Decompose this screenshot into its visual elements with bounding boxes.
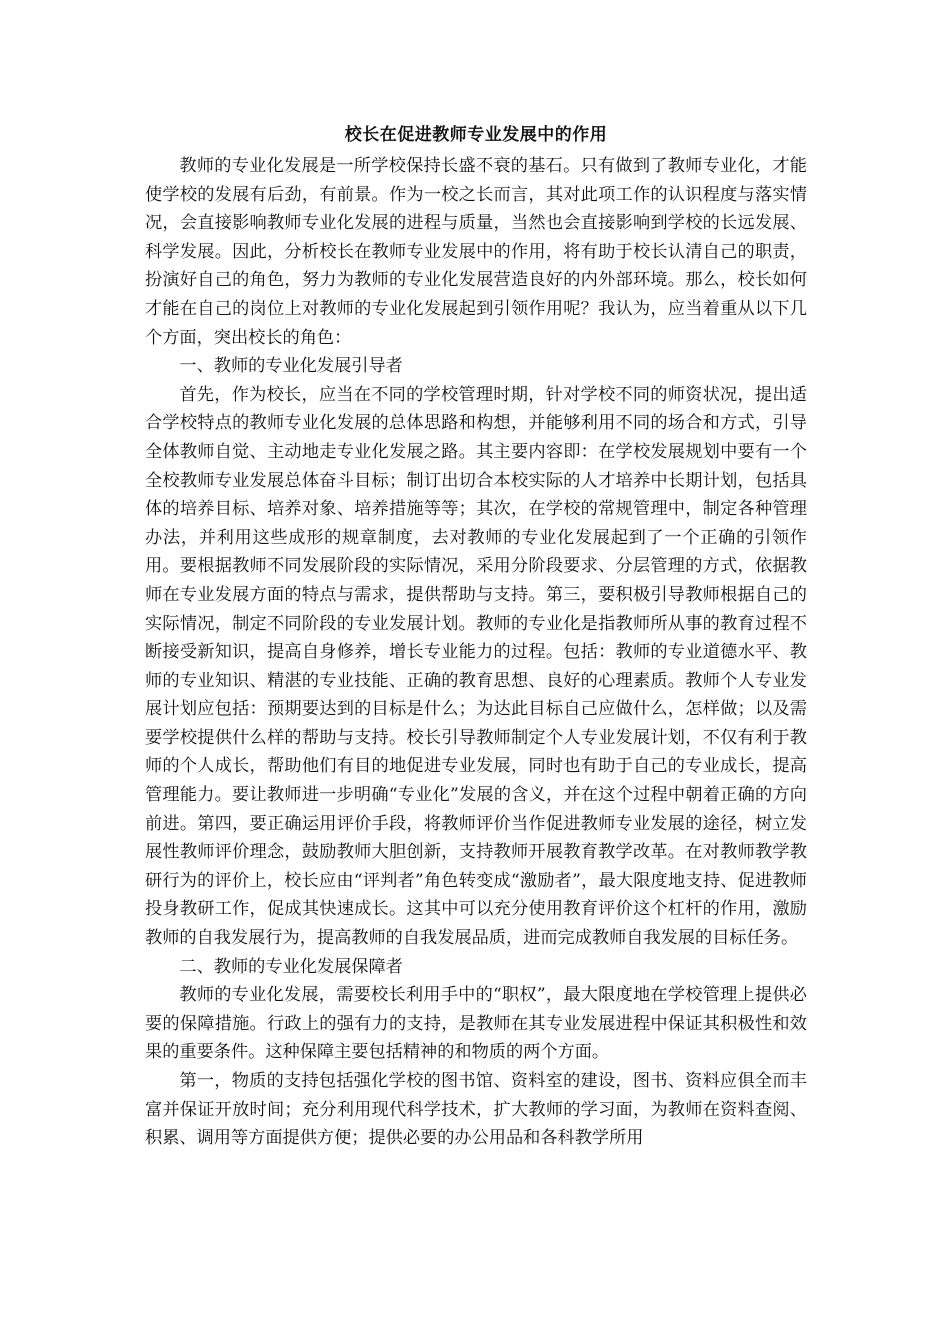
section-1-paragraph: 首先，作为校长，应当在不同的学校管理时期，针对学校不同的师资状况，提出适合学校特点的教师专业化发展的总体思路和构想，并能够利用不同的场合和方式，引导全体教师自觉、主动地走专业化发展之路。其主要内容即：在学校发展规划中要有一个全校教师专业发展总体奋斗目标；制订出切合本校实际的人才培养中长期计划，包括具体的培养目标、培养对象、培养措施等等；其次，在学校的常规管理中，制定各种管理办法，并利用这些成形的规章制度，去对教师的专业化发展起到了一个正确的引领作用。要根据教师不同发展阶段的实际情况，采用分阶段要求、分层管理的方式，依据教师在专业发展方面的特点与需求，提供帮助与支持。第三，要积极引导教师根据自己的实际情况，制定不同阶段的专业发展计划。教师的专业化是指教师所从事的教育过程不断接受新知识，提高自身修养，增长专业能力的过程。包括：教师的专业道德水平、教师的专业知识、精湛的专业技能、正确的教育思想、良好的心理素质。教师个人专业发展计划应包括：预期要达到的目标是什么；为达此目标自己应做什么，怎样做；以及需要学校提供什么样的帮助与支持。校长引导教师制定个人专业发展计划，不仅有利于教师的个人成长，帮助他们有目的地促进专业发展，同时也有助于自己的专业成长，提高管理能力。要让教师进一步明确“专业化”发展的含义，并在这个过程中朝着正确的方向前进。第四，要正确运用评价手段，将教师评价当作促进教师专业发展的途径，树立发展性教师评价理念，鼓励教师大胆创新，支持教师开展教育教学改革。在对教师教学教研行为的评价上，校长应由“评判者”角色转变成“激励者”，最大限度地支持、促进教师投身教研工作，促成其快速成长。这其中可以充分使用教育评价这个杠杆的作用，激励教师的自我发展行为，提高教师的自我发展品质，进而完成教师自我发展的目标任务。 <box>145 384 807 949</box>
document-page <box>145 118 807 1153</box>
section-2-paragraph-2: 第一，物质的支持包括强化学校的图书馆、资料室的建设，图书、资料应俱全而丰富并保证开放时间；充分利用现代科学技术，扩大教师的学习面，为教师在资料查阅、积累、调用等方面提供方便；提供必要的办公用品和各科教学所用 <box>145 1071 807 1149</box>
section-2-heading: 二、教师的专业化发展保障者 <box>179 956 403 977</box>
section-2-paragraph: 教师的专业化发展，需要校长利用手中的“职权”，最大限度地在学校管理上提供必要的保障措施。行政上的强有力的支持，是教师在其专业发展进程中保证其积极性和效果的重要条件。这种保障主要包括精神的和物质的两个方面。 <box>145 985 807 1063</box>
section-1-heading: 一、教师的专业化发展引导者 <box>179 356 403 377</box>
document-title: 校长在促进教师专业发展中的作用 <box>344 125 608 145</box>
intro-paragraph: 教师的专业化发展是一所学校保持长盛不衰的基石。只有做到了教师专业化，才能使学校的发展有后劲，有前景。作为一校之长而言，其对此项工作的认识程度与落实情况，会直接影响教师专业化发展的进程与质量，当然也会直接影响到学校的长远发展、科学发展。因此，分析校长在教师专业发展中的作用，将有助于校长认清自己的职责，扮演好自己的角色，努力为教师的专业化发展营造良好的内外部环境。那么，校长如何才能在自己的岗位上对教师的专业化发展起到引领作用呢？我认为，应当着重从以下几个方面，突出校长的角色： <box>145 156 807 348</box>
